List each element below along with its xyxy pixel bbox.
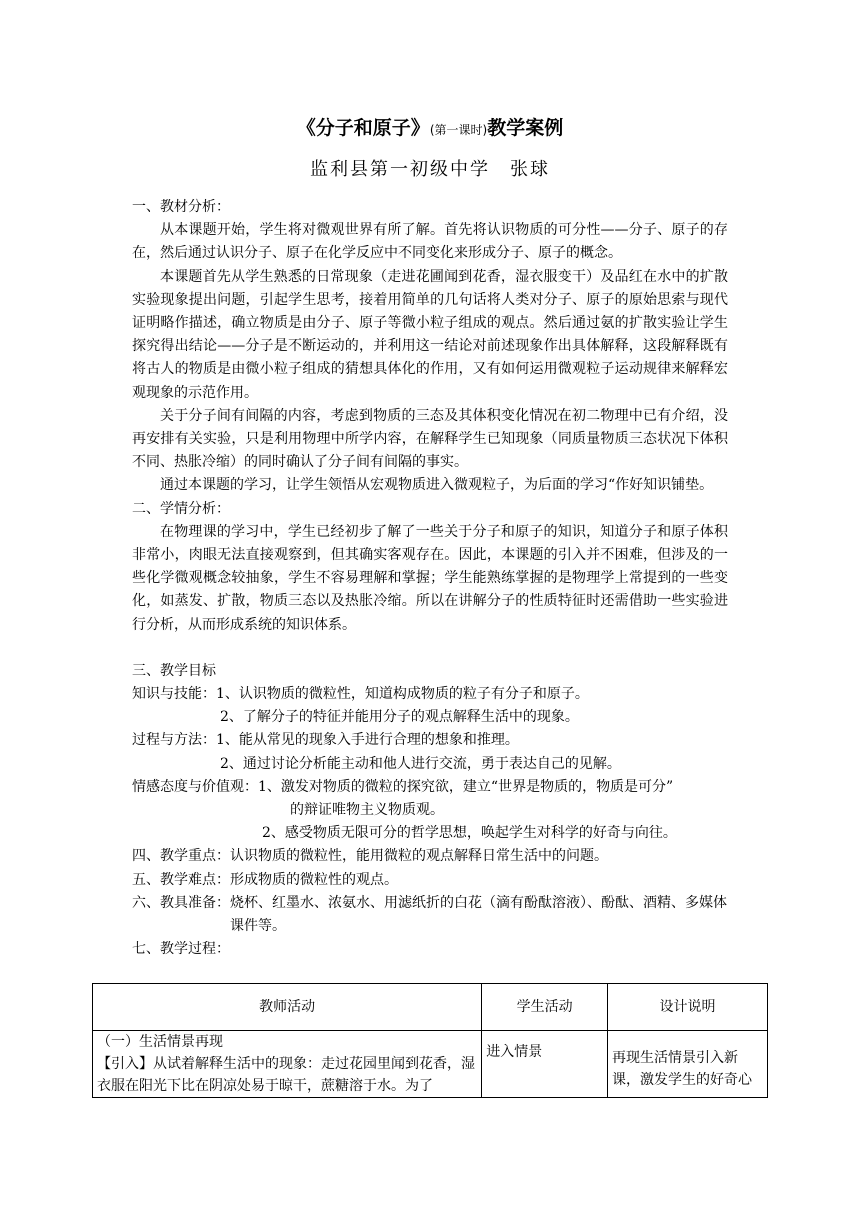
- teacher-step-title: （一）生活情景再现: [97, 1034, 223, 1050]
- section-difficulties: 五、教学难点：形成物质的微粒性的观点。: [132, 871, 398, 888]
- header-design-notes: 设计说明: [608, 984, 768, 1031]
- paragraph: 通过本课题的学习，让学生领悟从宏观物质进入微观粒子，为后面的学习“作好知识铺垫。: [160, 477, 714, 494]
- table-header-row: [93, 984, 768, 1031]
- design-notes-cell: 再现生活情景引入新课，激发学生的好奇心: [608, 1031, 768, 1098]
- materials-label: 六、教具准备：: [132, 894, 230, 911]
- header-student-activity: 学生活动: [482, 984, 608, 1031]
- teacher-step-text: 【引入】从试着解释生活中的现象：走过花园里闻到花香，湿衣服在阳光下比在阴凉处易于晾干，蔗糖溶于水。为了: [97, 1056, 475, 1094]
- objective-method-1: 过程与方法：1、能从常见的现象入手进行合理的想象和推理。: [132, 732, 519, 749]
- objective-knowledge-1: 知识与技能：1、认识物质的微粒性，知道构成物质的粒子有分子和原子。: [132, 686, 589, 703]
- teacher-activity-cell: [93, 1031, 482, 1098]
- table-row: [93, 1031, 768, 1098]
- objective-method-2: 2、通过讨论分析能主动和他人进行交流，勇于表达自己的见解。: [220, 755, 621, 772]
- objective-knowledge-2: 2、了解分子的特征并能用分子的观点解释生活中的现象。: [220, 709, 579, 726]
- document-body: [132, 196, 728, 962]
- header-teacher-activity: 教师活动: [93, 984, 482, 1031]
- paragraph: 本课题首先从学生熟悉的日常现象（走进花圃闻到花香，湿衣服变干）及品红在水中的扩散实验现象提出问题，引起学生思考，接着用简单的几句话将人类对分子、原子的原始思索与现代证明略作描述，确立物质是由分子、原子等微小粒子组成的观点。然后通过氨的扩散实验让学生探究得出结论——分子是不断运动的，并利用这一结论对前述现象作出具体解释，这段解释既有将古人的物质是由微小粒子组成的猜想具体化的作用，又有如何运用微观粒子运动规律来解释宏观现象的示范作用。: [132, 268, 728, 401]
- author-line: 监利县第一初级中学 张球: [310, 159, 550, 180]
- title-main: 《分子和原子》: [296, 117, 430, 139]
- materials-text: 烧杯、红墨水、浓氨水、用滤纸折的白花（滴有酚酞溶液）、酚酞、酒精、多媒体课件等。: [230, 894, 727, 935]
- section-heading-objectives: 三、教学目标: [132, 662, 216, 679]
- section-materials: [132, 892, 728, 938]
- section-process: 七、教学过程：: [132, 941, 230, 958]
- blank-line: [132, 637, 728, 660]
- objective-emotion-1-cont: 的辩证唯物主义物质观。: [290, 802, 444, 819]
- paragraph: 在物理课的学习中，学生已经初步了解了一些关于分子和原子的知识，知道分子和原子体积非常小，肉眼无法直接观察到，但其确实客观存在。因此，本课题的引入并不困难，但涉及的一些化学微观概念较抽象，学生不容易理解和掌握；学生能熟练掌握的是物理学上常提到的一些变化，如蒸发、扩散，物质三态以及热胀冷缩。所以在讲解分子的性质特征时还需借助一些实验进行分析，从而形成系统的知识体系。: [132, 523, 728, 633]
- title-tail: 教学案例: [487, 117, 564, 139]
- paragraph: 从本课题开始，学生将对微观世界有所了解。首先将认识物质的可分性——分子、原子的存在，然后通过认识分子、原子在化学反应中不同变化来形成分子、原子的概念。: [132, 222, 728, 262]
- paragraph: 关于分子间有间隔的内容，考虑到物质的三态及其体积变化情况在初二物理中已有介绍，没再安排有关实验，只是利用物理中所学内容，在解释学生已知现象（同质量物质三态状况下体积不同、热胀冷缩）的同时确认了分子间有间隔的事实。: [132, 407, 728, 471]
- section-heading-textbook-analysis: 一、教材分析：: [132, 199, 230, 215]
- page-title: [0, 116, 860, 142]
- objective-emotion-2: 2、感受物质无限可分的哲学思想，唤起学生对科学的好奇与向往。: [262, 825, 677, 842]
- section-heading-student-analysis: 二、学情分析：: [132, 500, 230, 517]
- student-activity-cell: 进入情景: [482, 1031, 608, 1098]
- teaching-process-table: [92, 983, 768, 1098]
- title-lesson-note: (第一课时): [429, 123, 488, 137]
- section-key-points: 四、教学重点：认识物质的微粒性，能用微粒的观点解释日常生活中的问题。: [132, 848, 608, 865]
- objective-emotion-1: 情感态度与价值观：1、激发对物质的微粒的探究欲，建立“世界是物质的，物质是可分”: [132, 778, 674, 795]
